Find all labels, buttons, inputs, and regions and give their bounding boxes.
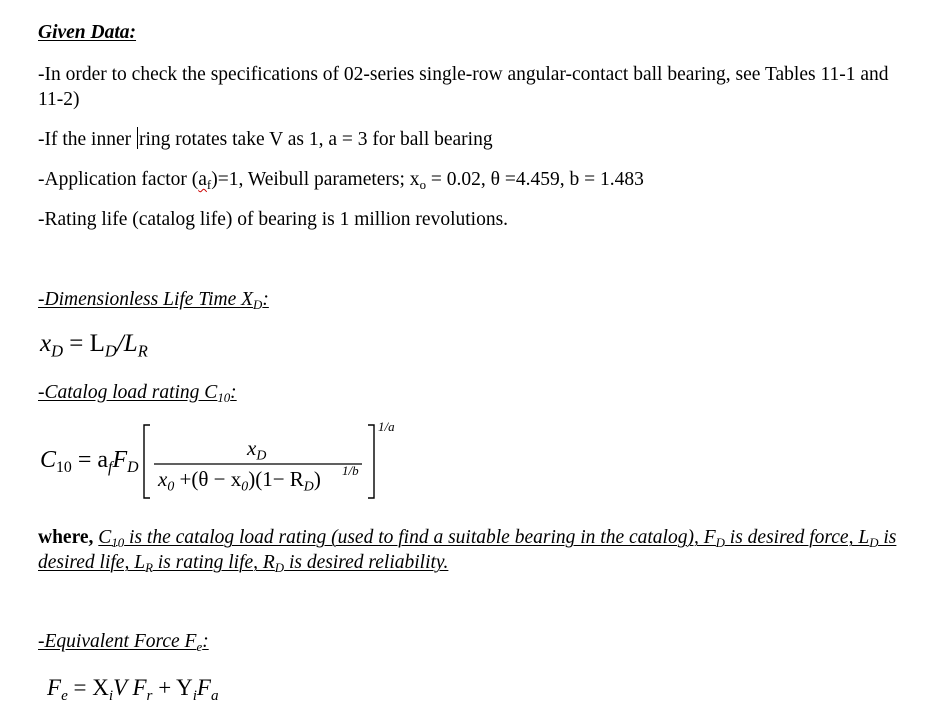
equivalent-force-equation: $F_e = X_iV$ $F_r + Y_iF_a$ (47, 675, 219, 704)
x0-subscript: o (419, 178, 426, 193)
given-line-application-factor (38, 168, 644, 192)
where-definitions (38, 525, 923, 575)
given-data-title: Given Data: (38, 22, 137, 43)
outer-exponent: 1/a (378, 419, 395, 434)
given-line2-part-b: ring rotates take V as 1, a = 3 for ball bearing (139, 129, 493, 150)
where-label: where, (38, 527, 99, 548)
fraction-denominator: $x_0 +(\theta - x_0)(1- R_D)$ (158, 467, 321, 494)
given-line-inner-ring (38, 127, 493, 152)
text-cursor (137, 127, 138, 149)
catalog-heading: -Catalog load rating $C_{10}$: (38, 382, 237, 406)
given-line-tables: -In order to check the specifications of 02-series single-row angular-contact ball bearing, see Tables 11-1 and 11-2) (38, 64, 889, 110)
given-line2-part-a: -If the inner (38, 129, 136, 150)
dimensionless-equation: $x_D = L_D/L_R$ (40, 330, 148, 361)
line3-part-a: -Application factor ( (38, 169, 199, 190)
equation-lhs: $C_{10} = a_fF_D$ (40, 447, 139, 477)
line3-part-b: )=1, Weibull parameters; x (211, 169, 420, 190)
inner-exponent: 1/b (342, 463, 359, 478)
equivalent-force-heading: -Equivalent Force $F_e$: (38, 631, 209, 655)
dimensionless-heading: -Dimensionless Life Time $X_D$: (38, 289, 269, 313)
af-symbol: $a_f$ (198, 169, 212, 193)
fraction-numerator: $x_D$ (247, 436, 267, 463)
where-description: $C_{10}$ is the catalog load rating (used to find a suitable bearing in the catalog), $F_D$ is desired force, $L_D$ is desired life, $L_R$ is rating life, $R_D$ is desired reliability. (38, 527, 897, 576)
line3-part-c: = 0.02, θ =4.459, b = 1.483 (426, 169, 644, 190)
given-line-rating-life: -Rating life (catalog life) of bearing is 1 million revolutions. (38, 209, 509, 230)
